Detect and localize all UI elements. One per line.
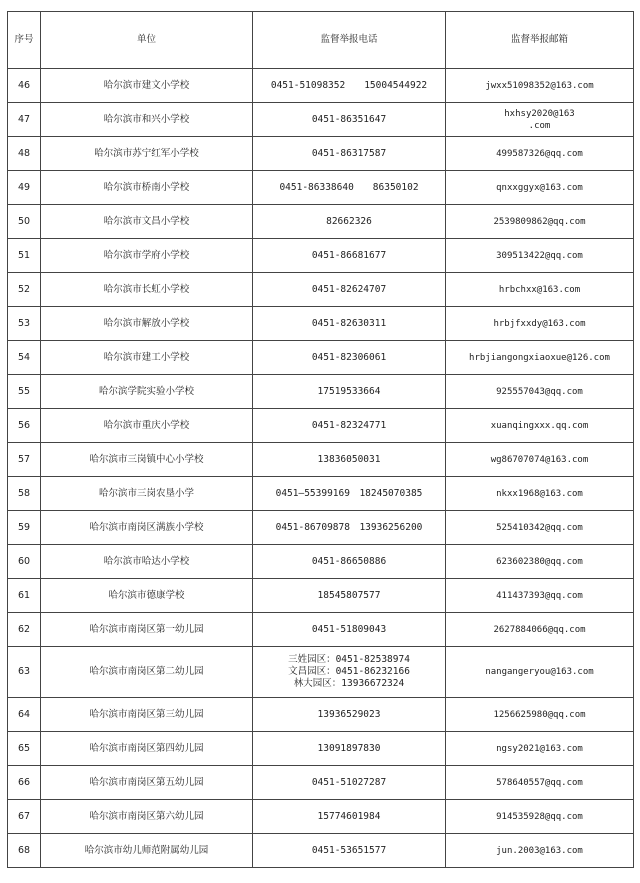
row-number: 53	[8, 307, 41, 341]
row-number: 60	[8, 545, 41, 579]
email-line: 578640557@qq.com	[496, 777, 583, 788]
phone-line: 0451—55399169 18245070385	[275, 487, 423, 499]
phone-cell	[253, 307, 446, 341]
email-cell	[446, 341, 634, 375]
row-number: 55	[8, 375, 41, 409]
table-row	[8, 766, 634, 800]
email-line: hrbjfxxdy@163.com	[493, 318, 586, 329]
phone-line: 13936529023	[317, 708, 381, 720]
phone-line: 15774601984	[317, 810, 381, 822]
email-cell	[446, 834, 634, 868]
email-line: 914535928@qq.com	[496, 811, 583, 822]
phone-line: 0451-51027287	[311, 776, 387, 788]
phone-line: 0451-82624707	[311, 283, 387, 295]
phone-cell	[253, 477, 446, 511]
row-number: 66	[8, 766, 41, 800]
email-cell	[446, 766, 634, 800]
unit-name: 哈尔滨市南岗区第四幼儿园	[41, 732, 253, 766]
phone-line: 文昌园区：0451-86232166	[288, 666, 410, 677]
table-row	[8, 545, 634, 579]
email-cell	[446, 579, 634, 613]
phone-line: 0451-51098352 15004544922	[270, 79, 428, 91]
email-line: .com	[528, 120, 551, 131]
unit-name: 哈尔滨市解放小学校	[41, 307, 253, 341]
email-cell	[446, 239, 634, 273]
phone-cell	[253, 273, 446, 307]
email-cell	[446, 375, 634, 409]
email-cell	[446, 511, 634, 545]
email-line: jun.2003@163.com	[496, 845, 583, 856]
row-number: 57	[8, 443, 41, 477]
phone-cell	[253, 103, 446, 137]
header-no: 序号	[8, 12, 41, 69]
phone-line: 13091897830	[317, 742, 381, 754]
phone-cell	[253, 443, 446, 477]
row-number: 52	[8, 273, 41, 307]
table-row	[8, 477, 634, 511]
email-line: hrbjiangongxiaoxue@126.com	[469, 352, 610, 363]
contact-table	[7, 11, 634, 868]
phone-line: 0451-86650886	[311, 555, 387, 567]
table-row	[8, 409, 634, 443]
email-cell	[446, 137, 634, 171]
phone-line: 0451-86351647	[311, 113, 387, 125]
row-number: 64	[8, 698, 41, 732]
email-line: qnxxggyx@163.com	[496, 182, 583, 193]
header-email: 监督举报邮箱	[446, 12, 634, 69]
email-cell	[446, 409, 634, 443]
phone-line: 0451-51809043	[311, 623, 387, 635]
phone-cell	[253, 137, 446, 171]
phone-cell	[253, 69, 446, 103]
table-row	[8, 732, 634, 766]
email-line: 2539809862@qq.com	[493, 216, 586, 227]
table-row	[8, 137, 634, 171]
unit-name: 哈尔滨市文昌小学校	[41, 205, 253, 239]
phone-line: 0451-82630311	[311, 317, 387, 329]
header-phone: 监督举报电话	[253, 12, 446, 69]
row-number: 48	[8, 137, 41, 171]
table-row	[8, 239, 634, 273]
table-row	[8, 613, 634, 647]
unit-name: 哈尔滨市桥南小学校	[41, 171, 253, 205]
unit-name: 哈尔滨市三岗镇中心小学校	[41, 443, 253, 477]
email-line: 925557043@qq.com	[496, 386, 583, 397]
email-line: 411437393@qq.com	[496, 590, 583, 601]
email-line: 623602380@qq.com	[496, 556, 583, 567]
table-row	[8, 834, 634, 868]
email-cell	[446, 443, 634, 477]
unit-name: 哈尔滨市德康学校	[41, 579, 253, 613]
phone-line: 0451-82306061	[311, 351, 387, 363]
phone-line: 13836050031	[317, 453, 381, 465]
row-number: 56	[8, 409, 41, 443]
row-number: 51	[8, 239, 41, 273]
email-cell	[446, 545, 634, 579]
phone-cell	[253, 239, 446, 273]
phone-line: 0451-86709878 13936256200	[275, 521, 423, 533]
table-row	[8, 307, 634, 341]
phone-cell	[253, 647, 446, 698]
unit-name: 哈尔滨市建工小学校	[41, 341, 253, 375]
unit-name: 哈尔滨市学府小学校	[41, 239, 253, 273]
email-cell	[446, 477, 634, 511]
unit-name: 哈尔滨学院实验小学校	[41, 375, 253, 409]
header-row	[8, 12, 634, 69]
email-cell	[446, 273, 634, 307]
unit-name: 哈尔滨市南岗区满族小学校	[41, 511, 253, 545]
phone-line: 17519533664	[317, 385, 381, 397]
email-line: 2627884066@qq.com	[493, 624, 586, 635]
header-unit: 单位	[41, 12, 253, 69]
phone-cell	[253, 409, 446, 443]
unit-name: 哈尔滨市南岗区第六幼儿园	[41, 800, 253, 834]
email-cell	[446, 307, 634, 341]
row-number: 61	[8, 579, 41, 613]
row-number: 62	[8, 613, 41, 647]
email-cell	[446, 613, 634, 647]
unit-name: 哈尔滨市南岗区第二幼儿园	[41, 647, 253, 698]
row-number: 46	[8, 69, 41, 103]
row-number: 54	[8, 341, 41, 375]
email-cell	[446, 69, 634, 103]
unit-name: 哈尔滨市建文小学校	[41, 69, 253, 103]
unit-name: 哈尔滨市重庆小学校	[41, 409, 253, 443]
phone-line: 0451-86317587	[311, 147, 387, 159]
phone-line: 0451-86338640 86350102	[279, 181, 419, 193]
email-line: 1256625980@qq.com	[493, 709, 586, 720]
phone-cell	[253, 579, 446, 613]
phone-cell	[253, 732, 446, 766]
table-row	[8, 103, 634, 137]
email-line: xuanqingxxx.qq.com	[490, 420, 589, 431]
phone-cell	[253, 800, 446, 834]
row-number: 50	[8, 205, 41, 239]
email-cell	[446, 171, 634, 205]
table-row	[8, 698, 634, 732]
table-row	[8, 171, 634, 205]
email-line: 499587326@qq.com	[496, 148, 583, 159]
phone-line: 林大园区：13936672324	[293, 678, 405, 689]
table-row	[8, 647, 634, 698]
table-row	[8, 69, 634, 103]
phone-line: 0451-86681677	[311, 249, 387, 261]
unit-name: 哈尔滨市苏宁红军小学校	[41, 137, 253, 171]
email-line: hxhsy2020@163	[504, 108, 575, 119]
unit-name: 哈尔滨市幼儿师范附属幼儿园	[41, 834, 253, 868]
row-number: 58	[8, 477, 41, 511]
unit-name: 哈尔滨市长虹小学校	[41, 273, 253, 307]
table-row	[8, 443, 634, 477]
table-body	[8, 69, 634, 868]
phone-cell	[253, 171, 446, 205]
email-cell	[446, 205, 634, 239]
row-number: 65	[8, 732, 41, 766]
phone-cell	[253, 341, 446, 375]
email-line: jwxx51098352@163.com	[485, 80, 594, 91]
email-cell	[446, 647, 634, 698]
unit-name: 哈尔滨市哈达小学校	[41, 545, 253, 579]
unit-name: 哈尔滨市三岗农垦小学	[41, 477, 253, 511]
table-row	[8, 341, 634, 375]
email-line: wg86707074@163.com	[490, 454, 589, 465]
phone-cell	[253, 375, 446, 409]
row-number: 67	[8, 800, 41, 834]
phone-cell	[253, 545, 446, 579]
table-row	[8, 511, 634, 545]
email-line: 309513422@qq.com	[496, 250, 583, 261]
email-line: nangangeryou@163.com	[485, 667, 594, 677]
table-row	[8, 375, 634, 409]
phone-cell	[253, 766, 446, 800]
email-line: ngsy2021@163.com	[496, 743, 583, 754]
unit-name: 哈尔滨市南岗区第三幼儿园	[41, 698, 253, 732]
row-number: 63	[8, 647, 41, 698]
email-cell	[446, 800, 634, 834]
row-number: 68	[8, 834, 41, 868]
phone-cell	[253, 613, 446, 647]
phone-cell	[253, 834, 446, 868]
table-row	[8, 273, 634, 307]
email-cell	[446, 732, 634, 766]
unit-name: 哈尔滨市和兴小学校	[41, 103, 253, 137]
phone-cell	[253, 205, 446, 239]
phone-line: 82662326	[326, 215, 372, 227]
table-row	[8, 800, 634, 834]
table-row	[8, 579, 634, 613]
email-line: 525410342@qq.com	[496, 522, 583, 533]
phone-line: 0451-82324771	[311, 419, 387, 431]
phone-line: 0451-53651577	[311, 844, 387, 856]
row-number: 59	[8, 511, 41, 545]
row-number: 49	[8, 171, 41, 205]
phone-line: 三姓园区：0451-82538974	[288, 654, 410, 665]
row-number: 47	[8, 103, 41, 137]
email-line: nkxx1968@163.com	[496, 488, 583, 499]
phone-cell	[253, 698, 446, 732]
email-line: hrbchxx@163.com	[498, 284, 581, 295]
unit-name: 哈尔滨市南岗区第一幼儿园	[41, 613, 253, 647]
phone-cell	[253, 511, 446, 545]
unit-name: 哈尔滨市南岗区第五幼儿园	[41, 766, 253, 800]
email-cell	[446, 698, 634, 732]
table-row	[8, 205, 634, 239]
phone-line: 18545807577	[317, 589, 381, 601]
email-cell	[446, 103, 634, 137]
